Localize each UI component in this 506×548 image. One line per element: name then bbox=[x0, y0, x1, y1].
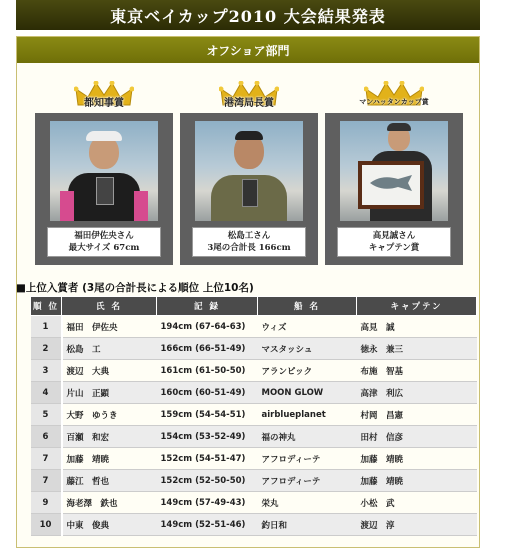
record-cell: 152cm (52-50-50) bbox=[157, 470, 258, 492]
results-table bbox=[30, 296, 477, 536]
award-card-port-director bbox=[180, 81, 318, 265]
captain-cell: 田村 信彦 bbox=[357, 426, 477, 448]
record-cell: 149cm (52-51-46) bbox=[157, 514, 258, 536]
boat-cell: airblueplanet bbox=[258, 404, 357, 426]
rank-cell: 3 bbox=[31, 360, 62, 382]
fish-icon bbox=[368, 173, 414, 193]
table-row bbox=[31, 338, 477, 360]
boat-cell: 栄丸 bbox=[258, 492, 357, 514]
record-cell: 166cm (66-51-49) bbox=[157, 338, 258, 360]
header-name: 氏 名 bbox=[62, 297, 157, 316]
award-photo-frame bbox=[325, 113, 463, 265]
boat-cell: マスタッシュ bbox=[258, 338, 357, 360]
rank-cell: 2 bbox=[31, 338, 62, 360]
award-detail: 3尾の合計長 166cm bbox=[207, 243, 291, 253]
table-row bbox=[31, 492, 477, 514]
captain-cell: 布施 智基 bbox=[357, 360, 477, 382]
section-title: オフショア部門 bbox=[17, 37, 479, 63]
captain-cell: 渡辺 淳 bbox=[357, 514, 477, 536]
name-cell: 海老澤 鉄也 bbox=[62, 492, 157, 514]
record-cell: 149cm (57-49-43) bbox=[157, 492, 258, 514]
table-row bbox=[31, 514, 477, 536]
record-cell: 159cm (54-54-51) bbox=[157, 404, 258, 426]
table-row bbox=[31, 448, 477, 470]
rank-cell: 5 bbox=[31, 404, 62, 426]
name-cell: 松島 工 bbox=[62, 338, 157, 360]
name-cell: 藤江 哲也 bbox=[62, 470, 157, 492]
boat-cell: MOON GLOW bbox=[258, 382, 357, 404]
rank-cell: 1 bbox=[31, 316, 62, 338]
captain-cell: 加藤 靖暁 bbox=[357, 470, 477, 492]
crown-icon-wrap bbox=[325, 81, 463, 111]
name-cell: 大野 ゆうき bbox=[62, 404, 157, 426]
rank-cell: 7 bbox=[31, 470, 62, 492]
rank-cell: 4 bbox=[31, 382, 62, 404]
winner-photo bbox=[195, 121, 303, 221]
award-detail: キャプテン賞 bbox=[368, 243, 420, 253]
table-row bbox=[31, 404, 477, 426]
table-row bbox=[31, 426, 477, 448]
header-record: 記 録 bbox=[157, 297, 258, 316]
winner-name: 松島工さん bbox=[227, 231, 271, 241]
winner-name: 福田伊佐央さん bbox=[74, 231, 134, 241]
boat-cell: アフロディーテ bbox=[258, 470, 357, 492]
table-row bbox=[31, 382, 477, 404]
page-banner: 東京ベイカップ2010 大会結果発表 bbox=[16, 0, 480, 30]
boat-cell: 福の神丸 bbox=[258, 426, 357, 448]
table-row bbox=[31, 470, 477, 492]
winner-name: 高見誠さん bbox=[372, 231, 416, 241]
name-cell: 加藤 靖暁 bbox=[62, 448, 157, 470]
captain-cell: 小松 武 bbox=[357, 492, 477, 514]
winner-photo bbox=[50, 121, 158, 221]
table-header-row bbox=[31, 297, 477, 316]
name-cell: 福田 伊佐央 bbox=[62, 316, 157, 338]
name-cell: 中東 俊典 bbox=[62, 514, 157, 536]
rank-cell: 7 bbox=[31, 448, 62, 470]
header-boat: 船 名 bbox=[258, 297, 357, 316]
crown-icon-wrap bbox=[35, 81, 173, 111]
name-cell: 片山 正顕 bbox=[62, 382, 157, 404]
award-title: 都知事賞 bbox=[84, 98, 124, 109]
award-photo-frame bbox=[180, 113, 318, 265]
award-photo-frame bbox=[35, 113, 173, 265]
rank-cell: 10 bbox=[31, 514, 62, 536]
boat-cell: ウィズ bbox=[258, 316, 357, 338]
record-cell: 152cm (54-51-47) bbox=[157, 448, 258, 470]
award-title: 港湾局長賞 bbox=[224, 98, 274, 109]
captain-cell: 加藤 靖暁 bbox=[357, 448, 477, 470]
award-caption bbox=[337, 227, 451, 257]
crown-icon-wrap bbox=[180, 81, 318, 111]
rank-cell: 6 bbox=[31, 426, 62, 448]
captain-cell: 徳永 兼三 bbox=[357, 338, 477, 360]
award-caption bbox=[192, 227, 306, 257]
boat-cell: アフロディーテ bbox=[258, 448, 357, 470]
record-cell: 154cm (53-52-49) bbox=[157, 426, 258, 448]
captain-cell: 村岡 昌憲 bbox=[357, 404, 477, 426]
award-card-manhattan-cup bbox=[325, 81, 463, 265]
name-cell: 渡辺 大典 bbox=[62, 360, 157, 382]
boat-cell: アランピック bbox=[258, 360, 357, 382]
header-rank: 順 位 bbox=[31, 297, 62, 316]
award-title: マンハッタンカップ賞 bbox=[359, 97, 429, 106]
award-caption bbox=[47, 227, 161, 257]
record-cell: 161cm (61-50-50) bbox=[157, 360, 258, 382]
record-cell: 194cm (67-64-63) bbox=[157, 316, 258, 338]
header-captain: キャプテン bbox=[357, 297, 477, 316]
table-row bbox=[31, 316, 477, 338]
captain-cell: 高津 利広 bbox=[357, 382, 477, 404]
award-card-governor bbox=[35, 81, 173, 265]
boat-cell: 釣日和 bbox=[258, 514, 357, 536]
table-row bbox=[31, 360, 477, 382]
winner-photo bbox=[340, 121, 448, 221]
record-cell: 160cm (60-51-49) bbox=[157, 382, 258, 404]
name-cell: 百瀬 和宏 bbox=[62, 426, 157, 448]
ranking-heading: ■上位入賞者 (3尾の合計長による順位 上位10名) bbox=[16, 282, 254, 294]
rank-cell: 9 bbox=[31, 492, 62, 514]
captain-cell: 高見 誠 bbox=[357, 316, 477, 338]
award-detail: 最大サイズ 67cm bbox=[68, 243, 140, 253]
